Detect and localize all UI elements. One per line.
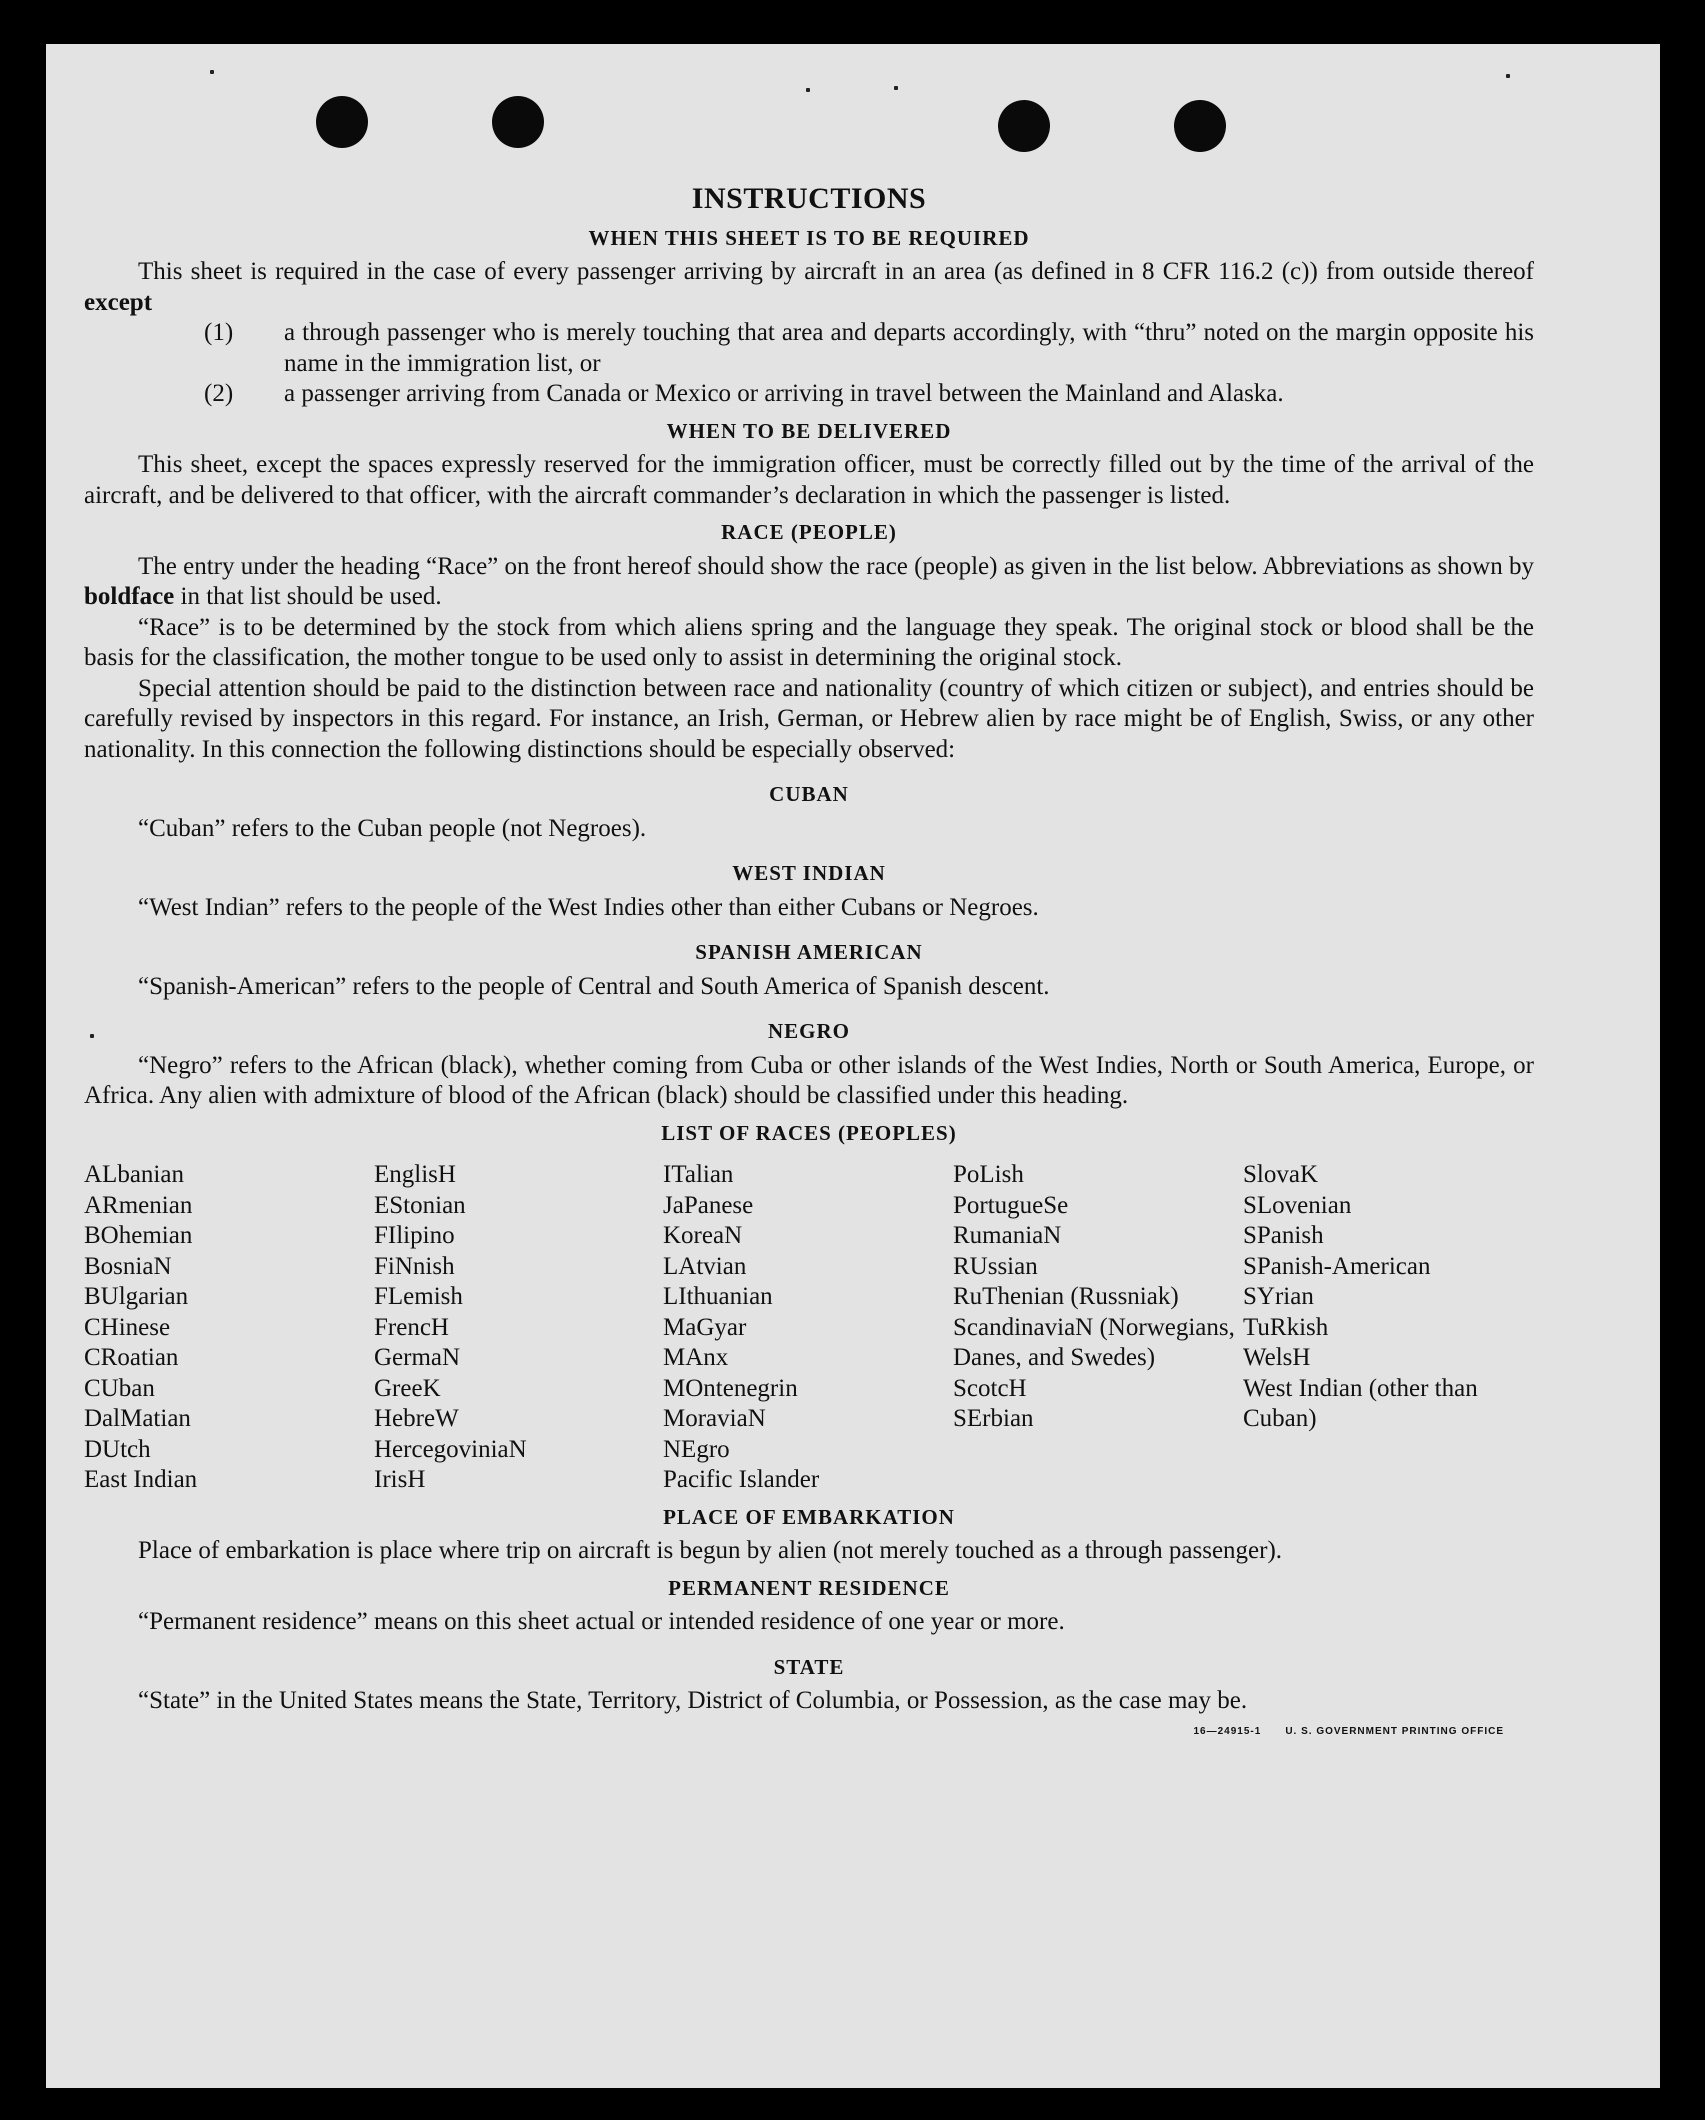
race-entry: EStonian <box>374 1191 466 1219</box>
required-intro-except: except <box>84 288 153 316</box>
scan-speck <box>210 70 214 74</box>
race-entry: PortugueSe <box>953 1191 1069 1219</box>
heading-when-delivered: WHEN TO BE DELIVERED <box>666 418 952 443</box>
exception-text: a through passenger who is merely touching that area and departs accordingly, with “thru” noted on the margin opposite his name in the immigration list, or <box>284 319 1534 377</box>
exception-number: (1) <box>204 319 234 346</box>
binder-hole-2 <box>492 96 544 148</box>
race-entry: JaPanese <box>663 1191 754 1219</box>
race-entry: ALbanian <box>84 1161 184 1188</box>
race-paragraph-2: “Race” is to be determined by the stock from which aliens spring and the language they speak. The original stock or blood shall be the basis for the classification, the mother tongue to be used only to assist in determining the original stock. <box>84 613 1534 671</box>
race-entry: GreeK <box>374 1374 441 1402</box>
race-entry: TuRkish <box>1243 1313 1329 1341</box>
west-indian-text: “West Indian” refers to the people of the West Indies other than either Cubans or Negroes. <box>138 893 1039 921</box>
scan-speck <box>1506 74 1510 78</box>
race-entry: FIlipino <box>374 1222 455 1249</box>
scan-speck <box>894 86 898 90</box>
race-entry: WelsH <box>1243 1344 1311 1371</box>
race-entry: DUtch <box>84 1435 151 1463</box>
race-column-4 <box>953 1160 1243 1496</box>
race-entry: LAtvian <box>663 1252 747 1280</box>
race-entry: MaGyar <box>663 1313 747 1341</box>
instructions-body <box>84 184 1534 1747</box>
race-entry: EnglisH <box>374 1161 456 1188</box>
heading-spanish-american: SPANISH AMERICAN <box>695 940 923 964</box>
race-entry: West Indian (other than Cuban) <box>1243 1374 1478 1432</box>
document-page <box>46 44 1660 2088</box>
delivered-text: This sheet, except the spaces expressly reserved for the immigration officer, must be correctly filled out by the time of the arrival of the aircraft, and be delivered to that officer, with the aircraft commander’s declaration in which the passenger is listed. <box>84 451 1534 509</box>
race-entry: HebreW <box>374 1405 459 1432</box>
race-entry: East Indian <box>84 1466 198 1493</box>
footer <box>84 1717 1534 1748</box>
race-paragraph-1 <box>84 552 1534 613</box>
race-entry: SLovenian <box>1243 1191 1352 1219</box>
race-list <box>84 1160 1534 1496</box>
heading-place-of-embarkation: PLACE OF EMBARKATION <box>663 1504 955 1529</box>
cuban-text: “Cuban” refers to the Cuban people (not Negroes). <box>138 814 647 842</box>
race-entry: Pacific Islander <box>663 1466 820 1493</box>
exception-item <box>204 318 1534 379</box>
race-entry: BUlgarian <box>84 1283 189 1310</box>
race-entry: KoreaN <box>663 1222 743 1249</box>
page-title: INSTRUCTIONS <box>691 182 927 215</box>
race-entry: FiNnish <box>374 1252 455 1280</box>
race-entry: PoLish <box>953 1161 1024 1188</box>
race-column-1 <box>84 1160 374 1496</box>
heading-state: STATE <box>773 1654 845 1679</box>
race-entry: FLemish <box>374 1283 463 1310</box>
exception-list <box>84 318 1534 410</box>
heading-list-of-races: LIST OF RACES (PEOPLES) <box>661 1120 957 1145</box>
printer-name: U. S. GOVERNMENT PRINTING OFFICE <box>1285 1725 1504 1737</box>
race-entry: DalMatian <box>84 1405 191 1432</box>
race-entry: MoraviaN <box>663 1405 766 1432</box>
required-intro <box>84 257 1534 318</box>
required-intro-text: This sheet is required in the case of every passenger arriving by aircraft in an area (as defined in 8 CFR 116.2 (c)) from outside thereof <box>138 258 1534 285</box>
race-entry: SlovaK <box>1243 1161 1318 1188</box>
exception-text: a passenger arriving from Canada or Mexico or arriving in travel between the Mainland and Alaska. <box>284 380 1284 407</box>
binder-hole-4 <box>1174 100 1226 152</box>
heading-west-indian: WEST INDIAN <box>732 861 886 885</box>
race-entry: RUssian <box>953 1252 1038 1280</box>
binder-hole-1 <box>316 96 368 148</box>
race-entry: SPanish <box>1243 1222 1324 1249</box>
state-text: “State” in the United States means the State, Territory, District of Columbia, or Possession, as the case may be. <box>138 1687 1248 1714</box>
form-number: 16—24915-1 <box>1193 1725 1262 1737</box>
race-entry: CUban <box>84 1374 155 1402</box>
heading-cuban: CUBAN <box>769 782 849 806</box>
exception-number: (2) <box>204 380 234 407</box>
race-entry: GermaN <box>374 1344 461 1371</box>
race-entry: FrencH <box>374 1313 449 1341</box>
race-entry: LIthuanian <box>663 1283 773 1310</box>
negro-text: “Negro” refers to the African (black), whether coming from Cuba or other islands of the West Indies, North or South America, Europe, or Africa. Any alien with admixture of blood of the African (black) should be classified under this heading. <box>84 1051 1534 1109</box>
race-entry: RumaniaN <box>953 1222 1062 1249</box>
race-entry: HercegoviniaN <box>374 1435 527 1463</box>
heading-when-required: WHEN THIS SHEET IS TO BE REQUIRED <box>588 225 1030 250</box>
race-entry: SErbian <box>953 1405 1034 1432</box>
spanish-american-text: “Spanish-American” refers to the people of Central and South America of Spanish descent. <box>138 972 1050 1000</box>
heading-permanent-residence: PERMANENT RESIDENCE <box>668 1575 950 1600</box>
race-entry: MAnx <box>663 1344 729 1371</box>
race-entry: CRoatian <box>84 1344 179 1371</box>
race-column-2 <box>374 1160 663 1496</box>
race-p1-boldface: boldface <box>84 583 175 610</box>
residence-text: “Permanent residence” means on this sheet actual or intended residence of one year or more. <box>138 1608 1065 1635</box>
race-entry: RuThenian (Russniak) <box>953 1283 1179 1310</box>
scan-speck <box>806 88 810 92</box>
race-paragraph-3: Special attention should be paid to the distinction between race and nationality (country of which citizen or subject), and entries should be carefully revised by inspectors in this regard. For instance, an Irish, German, or Hebrew alien by race might be of English, Swiss, or any other nationality. In this connection the following distinctions should be especially observed: <box>84 674 1534 763</box>
race-entry: NEgro <box>663 1435 730 1463</box>
race-entry: MOntenegrin <box>663 1374 798 1402</box>
race-entry: BOhemian <box>84 1222 193 1249</box>
exception-item <box>204 379 1534 410</box>
heading-negro: NEGRO <box>767 1019 850 1043</box>
race-p1-lead: The entry under the heading “Race” on the front hereof should show the race (people) as given in the list below. Abbreviations as shown by <box>138 552 1534 580</box>
race-entry: ScandinaviaN (Norwegians, Danes, and Swedes) <box>953 1313 1235 1371</box>
heading-race: RACE (PEOPLE) <box>721 520 897 544</box>
printing-imprint <box>1193 1717 1504 1748</box>
race-entry: ScotcH <box>953 1374 1027 1402</box>
race-entry: SPanish-American <box>1243 1252 1431 1280</box>
race-entry: BosniaN <box>84 1252 172 1280</box>
race-entry: CHinese <box>84 1313 171 1341</box>
race-entry: ITalian <box>663 1161 734 1188</box>
embarkation-text: Place of embarkation is place where trip on aircraft is begun by alien (not merely touched as a through passenger). <box>138 1537 1283 1564</box>
race-p1-tail: in that list should be used. <box>180 583 442 610</box>
binder-hole-3 <box>998 100 1050 152</box>
race-column-5 <box>1243 1160 1533 1496</box>
race-entry: SYrian <box>1243 1283 1314 1310</box>
race-entry: ARmenian <box>84 1191 193 1219</box>
race-column-3 <box>663 1160 953 1496</box>
race-entry: IrisH <box>374 1466 426 1493</box>
